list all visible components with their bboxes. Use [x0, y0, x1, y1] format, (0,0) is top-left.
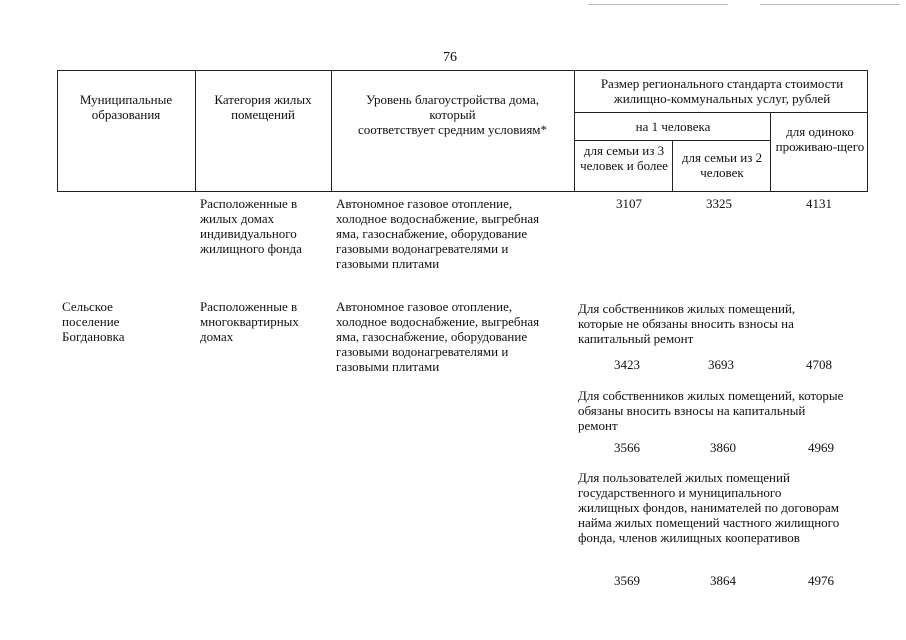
- group1-label: Для собственников жилых помещений, которые не обязаны вносить взносы на капитальный ремонт: [578, 301, 796, 346]
- row2-level: Автономное газовое отопление, холодное водоснабжение, выгребная яма, газоснабжение, оборудование газовыми водонагревателями и газовыми плитами: [336, 299, 540, 374]
- header-category: Категория жилых помещений: [214, 92, 312, 122]
- group1-value-family2: 3693: [708, 357, 734, 372]
- row1-value-family2: 3325: [706, 196, 732, 211]
- group2-value-single: 4969: [808, 440, 834, 455]
- header-level: Уровень благоустройства дома, который соответствует средним условиям*: [357, 92, 548, 137]
- row2-municipality: Сельское поселение Богдановка: [62, 299, 125, 344]
- header-family3: для семьи из 3 человек и более: [580, 143, 668, 173]
- row1-category: Расположенные в жилых домах индивидуального жилищного фонда: [200, 196, 302, 256]
- header-single: для одиноко проживаю-щего: [775, 124, 865, 154]
- row1-level: Автономное газовое отопление, холодное водоснабжение, выгребная яма, газоснабжение, оборудование газовыми водонагревателями и газовыми плитами: [336, 196, 540, 271]
- group2-value-family3: 3566: [614, 440, 640, 455]
- header-standard: Размер регионального стандарта стоимости жилищно-коммунальных услуг, рублей: [600, 76, 844, 106]
- group2-label: Для собственников жилых помещений, которые обязаны вносить взносы на капитальный ремонт: [578, 388, 844, 433]
- group3-value-single: 4976: [808, 573, 834, 588]
- header-per-person: на 1 человека: [635, 119, 711, 134]
- header-family2: для семьи из 2 человек: [681, 150, 763, 180]
- scan-artifact: [760, 4, 900, 5]
- group3-value-family2: 3864: [710, 573, 736, 588]
- group1-value-single: 4708: [806, 357, 832, 372]
- row2-category: Расположенные в многоквартирных домах: [200, 299, 299, 344]
- group2-value-family2: 3860: [710, 440, 736, 455]
- row1-value-single: 4131: [806, 196, 832, 211]
- group3-label: Для пользователей жилых помещений государственного и муниципального жилищных фондов, нанимателей по договорам найма жилых помещений частного жилищного фонда, членов жилищных кооперативов: [578, 470, 840, 545]
- header-municipal: Муниципальные образования: [79, 92, 173, 122]
- row1-value-family3: 3107: [616, 196, 642, 211]
- group1-value-family3: 3423: [614, 357, 640, 372]
- page-number: 76: [443, 50, 457, 65]
- scan-artifact: [588, 4, 728, 5]
- group3-value-family3: 3569: [614, 573, 640, 588]
